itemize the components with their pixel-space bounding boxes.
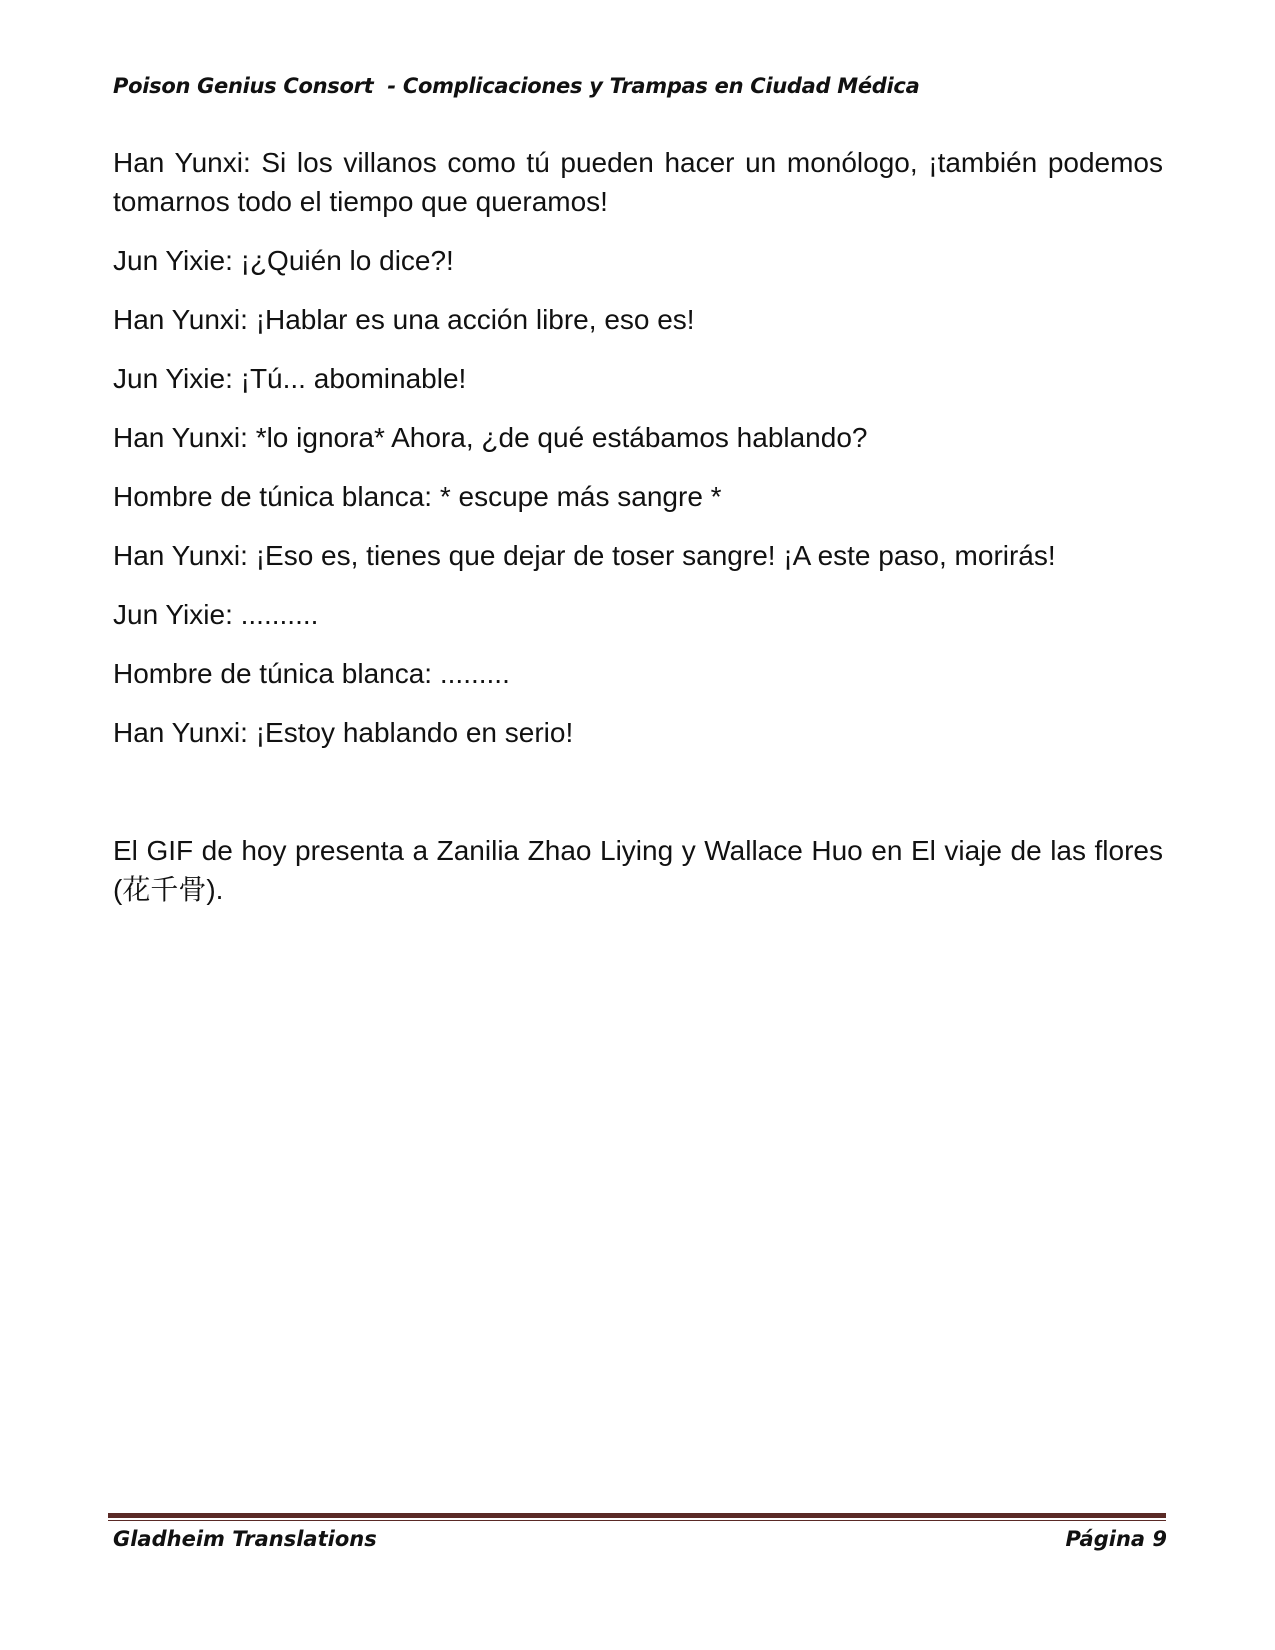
dialogue-line: Han Yunxi: ¡Estoy hablando en serio! [113,717,574,748]
dialogue-line: Hombre de túnica blanca: ......... [113,658,510,689]
header-title: Poison Genius Consort - Complicaciones y Trampas en Ciudad Médica [113,74,920,98]
dialogue-line: Han Yunxi: *lo ignora* Ahora, ¿de qué estábamos hablando? [113,422,868,453]
footer-publisher: Gladheim Translations [113,1527,377,1551]
footer-rule [108,1513,1166,1518]
gif-note-paragraph: El GIF de hoy presenta a Zanilia Zhao Liying y Wallace Huo en El viaje de las flores (花千骨). [113,835,1163,905]
dialogue-line: Jun Yixie: ¡¿Quién lo dice?! [113,245,454,276]
footer-rule-thin [108,1520,1166,1521]
dialogue-line: Jun Yixie: .......... [113,599,319,630]
dialogue-line: Jun Yixie: ¡Tú... abominable! [113,363,467,394]
dialogue-line: Han Yunxi: Si los villanos como tú pueden hacer un monólogo, ¡también podemos tomarnos todo el tiempo que queramos! [113,147,1163,217]
dialogue-line: Han Yunxi: ¡Eso es, tienes que dejar de toser sangre! ¡A este paso, morirás! [113,540,1056,571]
page-content [113,143,1163,929]
dialogue-line: Han Yunxi: ¡Hablar es una acción libre, eso es! [113,304,695,335]
dialogue-line: Hombre de túnica blanca: * escupe más sangre * [113,481,722,512]
footer-page-number: Página 9 [1065,1527,1167,1551]
